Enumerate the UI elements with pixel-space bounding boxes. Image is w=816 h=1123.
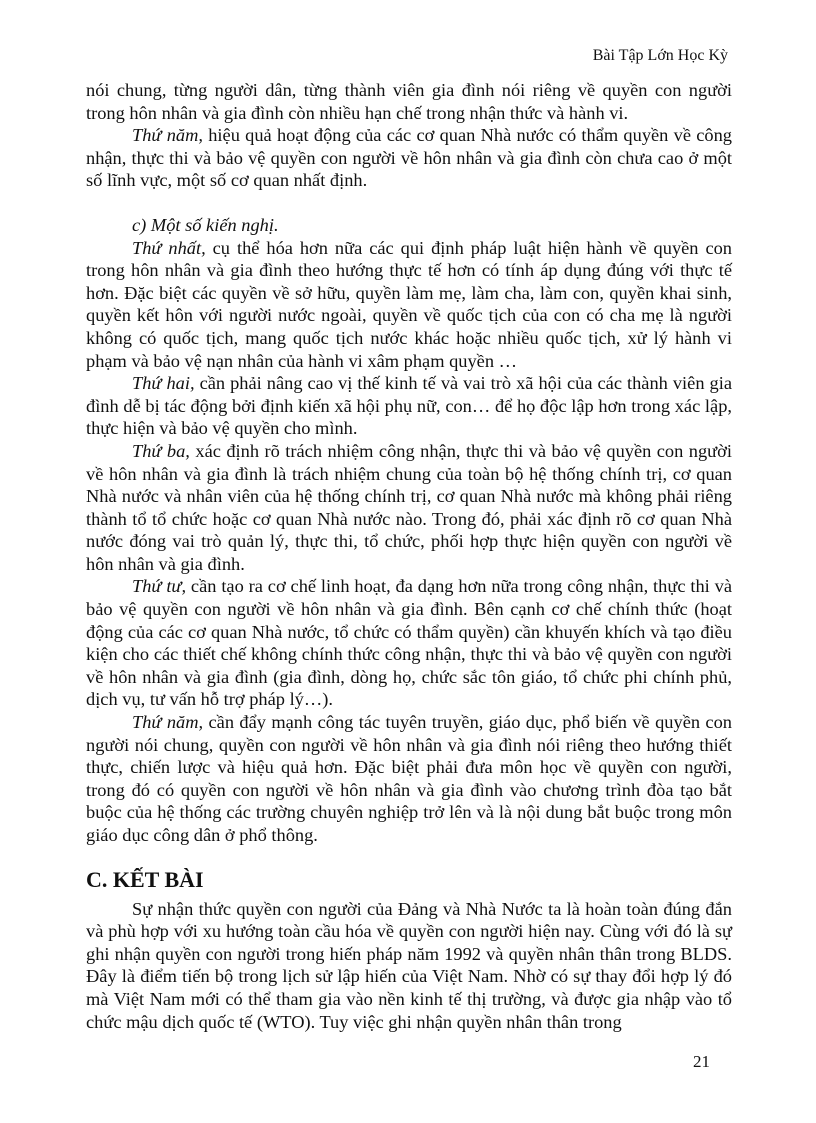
recommendation-3 xyxy=(86,440,732,576)
conclusion-paragraph: Sự nhận thức quyền con người của Đảng và Nhà Nước ta là hoàn toàn đúng đắn và phù hợp với xu hướng toàn cầu hóa về quyền con người hiện nay. Cùng với đó là sự ghi nhận quyền con người trong hiến pháp năm 1992 và quyền nhân thân trong BLDS. Đây là điểm tiến bộ trong lịch sử lập hiến của Việt Nam. Nhờ có sự thay đổi hợp lý đó mà Việt Nam mới có thể tham gia vào nền kinh tế thị trường, và được gia nhập vào tổ chức mậu dịch quốc tế (WTO). Tuy việc ghi nhận quyền nhân thân trong xyxy=(86,898,732,1032)
recommendation-4 xyxy=(86,575,732,711)
paragraph-thu-nam-limitation xyxy=(86,124,732,192)
paragraph-text: hiệu quả hoạt động của các cơ quan Nhà nước có thẩm quyền về công nhận, thực thi và bảo vệ quyền con người về hôn nhân và gia đình còn chưa cao ở một số lĩnh vực, một số cơ quan nhất định. xyxy=(86,125,732,191)
paragraph-text: xác định rõ trách nhiệm công nhận, thực thi và bảo vệ quyền con người về hôn nhân và gia đình là trách nhiệm chung của toàn bộ hệ thống chính trị, cơ quan Nhà nước và nhân viên của hệ thống chính trị, cơ quan Nhà nước mà không phải riêng thành tổ tổ chức hoặc cơ quan Nhà nước nào. Trong đó, phải xác định rõ cơ quan Nhà nước đóng vai trò quản lý, thực thi, tổ chức, phối hợp thực hiện quyền con người về hôn nhân và gia đình. xyxy=(86,440,732,574)
paragraph-text: cần đẩy mạnh công tác tuyên truyền, giáo dục, phổ biến về quyền con người nói chung, quyền con người về hôn nhân và gia đình nói riêng theo hướng thiết thực, chiến lược và hiệu quả hơn. Đặc biệt phải đưa môn học về quyền con người, trong đó có quyền con người về hôn nhân và gia đình vào chương trình đòa tạo bắt buộc của hệ thống các trường chuyên nghiệp trở lên và là nội dung bắt buộc trong môn giáo dục công dân ở phổ thông. xyxy=(86,712,732,845)
section-title-conclusion: C. KẾT BÀI xyxy=(86,866,204,892)
paragraph-lead: Thứ ba, xyxy=(132,440,190,461)
paragraph-text: cần phải nâng cao vị thế kinh tế và vai trò xã hội của các thành viên gia đình dễ bị tác động bởi định kiến xã hội phụ nữ, con… để họ độc lập hơn trong xác lập, thực hiện và bảo vệ quyền cho mình. xyxy=(86,373,732,439)
paragraph-lead: Thứ hai, xyxy=(132,373,195,394)
paragraph-lead: Thứ năm, xyxy=(132,712,204,733)
paragraph-text: cần tạo ra cơ chế linh hoạt, đa dạng hơn nữa trong công nhận, thực thi và bảo vệ quyền con người về hôn nhân và gia đình. Bên cạnh cơ chế chính thức (hoạt động của các cơ quan Nhà nước, tổ chức có thẩm quyền) cần khuyến khích và tạo điều kiện cho các thiết chế không chính thức công nhận, thực thi và bảo vệ quyền con người về hôn nhân và gia đình (gia đình, dòng họ, chức sắc tôn giáo, tổ chức phi chính phủ, dịch vụ, tư vấn hỗ trợ pháp lý…). xyxy=(86,576,732,710)
paragraph-lead: Thứ tư, xyxy=(132,576,187,597)
running-header: Bài Tập Lớn Học Kỳ xyxy=(592,47,728,64)
paragraph-continued: nói chung, từng người dân, từng thành viên gia đình nói riêng về quyền con người trong hôn nhân và gia đình còn nhiều hạn chế trong nhận thức và hành vi. xyxy=(86,80,732,123)
page-number: 21 xyxy=(693,1052,710,1071)
paragraph-lead: Thứ nhất, xyxy=(132,237,206,258)
subheading-recommendations: c) Một số kiến nghị. xyxy=(132,214,279,235)
recommendation-2 xyxy=(86,372,732,440)
paragraph-lead: Thứ năm, xyxy=(132,125,203,146)
paragraph-text: cụ thể hóa hơn nữa các qui định pháp luật hiện hành về quyền con trong hôn nhân và gia đình theo hướng thực tế hơn có tính áp dụng đúng với thực tế hơn. Đặc biệt các quyền về sở hữu, quyền làm mẹ, làm cha, làm con, quyền khai sinh, quyền kết hôn với người nước ngoài, quyền về quốc tịch của con có cha mẹ là người không có quốc tịch, mang quốc tịch nước khác hoặc nhiều quốc tịch, xử lý hành vi phạm và bảo vệ nạn nhân của hành vi xâm phạm quyền … xyxy=(86,237,732,371)
recommendation-1 xyxy=(86,237,732,373)
page-content xyxy=(86,79,732,1033)
recommendation-5 xyxy=(86,711,732,847)
